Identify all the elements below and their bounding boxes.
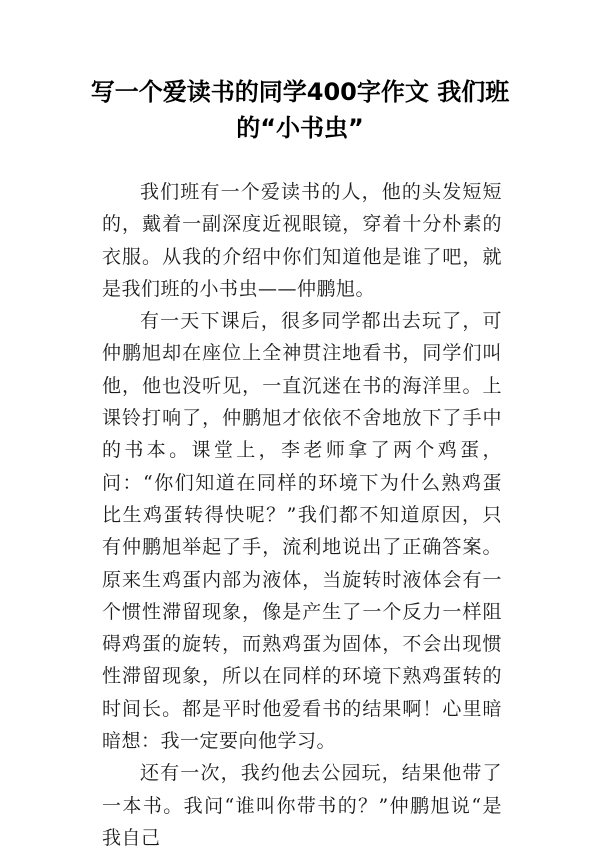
paragraph-3: 还有一次，我约他去公园玩，结果他带了一本书。我问“谁叫你带书的？”仲鹏旭说“是我自己: [102, 762, 502, 849]
document-title: 写一个爱读书的同学400字作文 我们班的“小书虫”: [90, 78, 510, 142]
paragraph-2: 有一天下课后，很多同学都出去玩了，可仲鹏旭却在座位上全神贯注地看书，同学们叫他，他也没听见，一直沉迷在书的海洋里。上课铃打响了，仲鹏旭才依依不舍地放下了手中的书本。课堂上，李老师拿了两个鸡蛋，问：“你们知道在同样的环境下为什么熟鸡蛋比生鸡蛋转得快呢？”我们都不知道原因，只有仲鹏旭举起了手，流利地说出了正确答案。原来生鸡蛋内部为液体，当旋转时液体会有一个惯性滞留现象，像是产生了一个反力一样阻碍鸡蛋的旋转，而熟鸡蛋为固体，不会出现惯性滞留现象，所以在同样的环境下熟鸡蛋转的时间长。都是平时他爱看书的结果啊！心里暗暗想：我一定要向他学习。: [102, 310, 502, 753]
document-body: [102, 176, 502, 854]
paragraph-1: 我们班有一个爱读书的人，他的头发短短的，戴着一副深度近视眼镜，穿着十分朴素的衣服。从我的介绍中你们知道他是谁了吧，就是我们班的小书虫——仲鹏旭。: [102, 181, 502, 300]
